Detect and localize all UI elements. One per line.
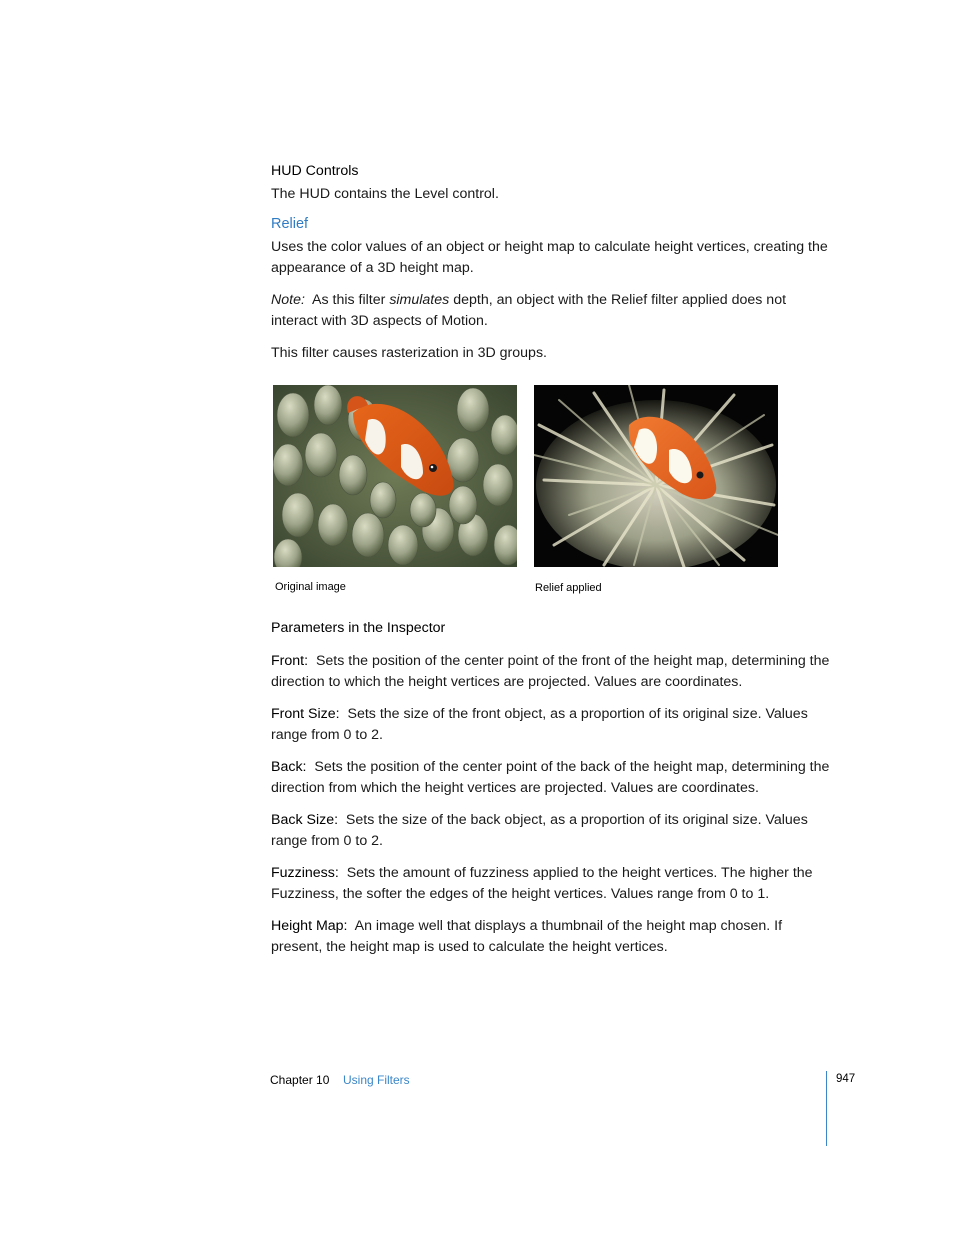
param-term: Front: — [271, 653, 309, 669]
original-image — [273, 385, 517, 567]
param-height-map — [271, 916, 831, 958]
note-post: depth, an object with the Relief filter applied does not interact with 3D aspects of Motion. — [271, 292, 787, 329]
relief-note — [271, 290, 831, 332]
param-term: Height Map: — [271, 918, 348, 934]
param-term: Fuzziness: — [271, 865, 339, 881]
param-desc: Sets the position of the center point of the back of the height map, determining the direction from which the height vertices are projected. Values are coordinates. — [271, 759, 830, 796]
left-caption: Original image — [275, 581, 346, 593]
params-heading: Parameters in the Inspector — [271, 620, 446, 636]
param-back-size — [271, 810, 831, 852]
param-fuzziness — [271, 863, 831, 905]
param-desc: Sets the size of the front object, as a proportion of its original size. Values range from 0 to 2. — [271, 706, 808, 743]
param-back — [271, 757, 831, 799]
relief-image — [534, 385, 778, 567]
note-pre: As this filter — [312, 292, 386, 308]
raster-text: This filter causes rasterization in 3D groups. — [271, 345, 547, 361]
footer-chapter-title[interactable]: Using Filters — [343, 1073, 410, 1087]
footer-chapter: Chapter 10 — [270, 1073, 330, 1087]
relief-description: Uses the color values of an object or height map to calculate height vertices, creating the appearance of a 3D height map. — [271, 239, 828, 276]
param-term: Back Size: — [271, 812, 339, 828]
param-front — [271, 651, 831, 693]
note-label: Note: — [271, 292, 305, 308]
relief-title: Relief — [271, 216, 309, 232]
param-term: Front Size: — [271, 706, 340, 722]
right-caption: Relief applied — [535, 582, 602, 594]
param-desc: Sets the size of the back object, as a proportion of its original size. Values range from 0 to 2. — [271, 812, 808, 849]
footer-divider — [826, 1071, 827, 1146]
note-emph: simulates — [389, 292, 450, 308]
param-desc: Sets the amount of fuzziness applied to the height vertices. The higher the Fuzziness, the softer the edges of the height vertices. Values range from 0 to 1. — [271, 865, 813, 902]
param-term: Back: — [271, 759, 307, 775]
page-number: 947 — [836, 1073, 856, 1085]
param-desc: Sets the position of the center point of the front of the height map, determining the direction to which the height vertices are projected. Values are coordinates. — [271, 653, 830, 690]
param-front-size — [271, 704, 831, 746]
param-desc: An image well that displays a thumbnail of the height map chosen. If present, the height map is used to calculate the height vertices. — [271, 918, 783, 955]
hud-text: The HUD contains the Level control. — [271, 186, 499, 202]
hud-heading: HUD Controls — [271, 163, 359, 179]
